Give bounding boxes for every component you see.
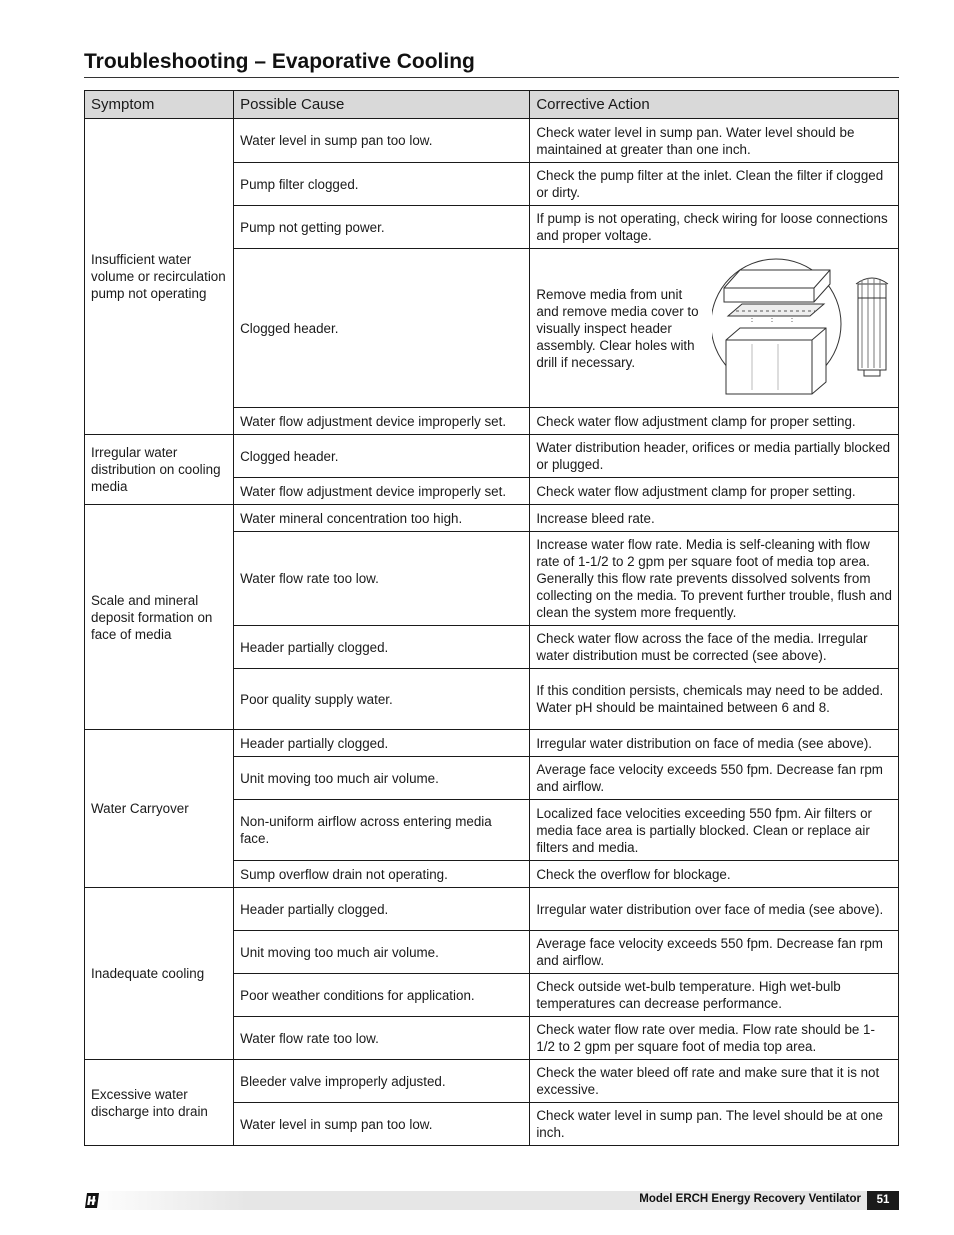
cause-cell: Water flow rate too low.	[234, 1017, 530, 1060]
action-cell: Average face velocity exceeds 550 fpm. Decrease fan rpm and airflow.	[530, 931, 899, 974]
action-cell: Check water level in sump pan. The level should be at one inch.	[530, 1103, 899, 1146]
symptom-cell: Insufficient water volume or recirculation pump not operating	[85, 119, 234, 435]
troubleshooting-table	[84, 90, 899, 1146]
action-cell: Check water flow adjustment clamp for proper setting.	[530, 408, 899, 435]
cause-cell: Water mineral concentration too high.	[234, 505, 530, 532]
page-title: Troubleshooting – Evaporative Cooling	[84, 50, 475, 73]
cause-cell: Sump overflow drain not operating.	[234, 861, 530, 888]
cause-cell: Water flow rate too low.	[234, 532, 530, 626]
cause-cell: Clogged header.	[234, 249, 530, 408]
cause-cell: Water level in sump pan too low.	[234, 1103, 530, 1146]
action-cell: Irregular water distribution on face of media (see above).	[530, 730, 899, 757]
page-number: 51	[867, 1191, 899, 1210]
symptom-cell: Inadequate cooling	[85, 888, 234, 1060]
cause-cell: Poor quality supply water.	[234, 669, 530, 730]
action-cell: Check the water bleed off rate and make sure that it is not excessive.	[530, 1060, 899, 1103]
header-corrective-action: Corrective Action	[530, 91, 899, 119]
action-cell: Water distribution header, orifices or media partially blocked or plugged.	[530, 435, 899, 478]
action-cell: Increase water flow rate. Media is self-cleaning with flow rate of 1-1/2 to 2 gpm per square foot of media top area. Generally this flow rate prevents dissolved solvents from collecting on the media. To prevent further trouble, flush and clean the system more frequently.	[530, 532, 899, 626]
symptom-cell: Excessive water discharge into drain	[85, 1060, 234, 1146]
action-cell: Check the pump filter at the inlet. Clean the filter if clogged or dirty.	[530, 163, 899, 206]
symptom-cell: Water Carryover	[85, 730, 234, 888]
action-cell: Check water level in sump pan. Water level should be maintained at greater than one inch.	[530, 119, 899, 163]
cause-cell: Unit moving too much air volume.	[234, 931, 530, 974]
brand-logo-icon	[84, 1192, 100, 1209]
action-cell: If this condition persists, chemicals may need to be added. Water pH should be maintained between 6 and 8.	[530, 669, 899, 730]
action-cell: Localized face velocities exceeding 550 fpm. Air filters or media face area is partially blocked. Clean or replace air filters and media.	[530, 800, 899, 861]
title-divider	[84, 77, 899, 78]
cause-cell: Unit moving too much air volume.	[234, 757, 530, 800]
cause-cell: Non-uniform airflow across entering media face.	[234, 800, 530, 861]
action-cell: Check water flow across the face of the media. Irregular water distribution must be corrected (see above).	[530, 626, 899, 669]
action-cell: Check outside wet-bulb temperature. High wet-bulb temperatures can decrease performance.	[530, 974, 899, 1017]
header-possible-cause: Possible Cause	[234, 91, 530, 119]
action-cell: Check water flow rate over media. Flow rate should be 1-1/2 to 2 gpm per square foot of media top area.	[530, 1017, 899, 1060]
action-cell	[530, 249, 899, 408]
header-assembly-illustration	[712, 258, 892, 398]
footer-model-name: Model ERCH Energy Recovery Ventilator	[639, 1193, 861, 1205]
cause-cell: Bleeder valve improperly adjusted.	[234, 1060, 530, 1103]
cause-cell: Clogged header.	[234, 435, 530, 478]
action-cell: Irregular water distribution over face of media (see above).	[530, 888, 899, 931]
table-row	[85, 888, 899, 931]
action-cell: Average face velocity exceeds 550 fpm. Decrease fan rpm and airflow.	[530, 757, 899, 800]
symptom-cell: Irregular water distribution on cooling media	[85, 435, 234, 505]
cause-cell: Pump not getting power.	[234, 206, 530, 249]
table-row	[85, 505, 899, 532]
table-row	[85, 730, 899, 757]
action-cell: Check water flow adjustment clamp for proper setting.	[530, 478, 899, 505]
cause-cell: Header partially clogged.	[234, 888, 530, 931]
cause-cell: Poor weather conditions for application.	[234, 974, 530, 1017]
table-header-row	[85, 91, 899, 119]
action-cell: Increase bleed rate.	[530, 505, 899, 532]
page-footer	[84, 1191, 899, 1210]
table-row	[85, 435, 899, 478]
action-cell: Check the overflow for blockage.	[530, 861, 899, 888]
cause-cell: Water flow adjustment device improperly set.	[234, 408, 530, 435]
cause-cell: Pump filter clogged.	[234, 163, 530, 206]
cause-cell: Header partially clogged.	[234, 626, 530, 669]
cause-cell: Water flow adjustment device improperly set.	[234, 478, 530, 505]
cause-cell: Water level in sump pan too low.	[234, 119, 530, 163]
table-row	[85, 1060, 899, 1103]
action-cell: If pump is not operating, check wiring for loose connections and proper voltage.	[530, 206, 899, 249]
header-symptom: Symptom	[85, 91, 234, 119]
symptom-cell: Scale and mineral deposit formation on face of media	[85, 505, 234, 730]
cause-cell: Header partially clogged.	[234, 730, 530, 757]
table-row	[85, 119, 899, 163]
action-text: Remove media from unit and remove media cover to visually inspect header assembly. Clear holes with drill if necessary.	[536, 286, 699, 370]
